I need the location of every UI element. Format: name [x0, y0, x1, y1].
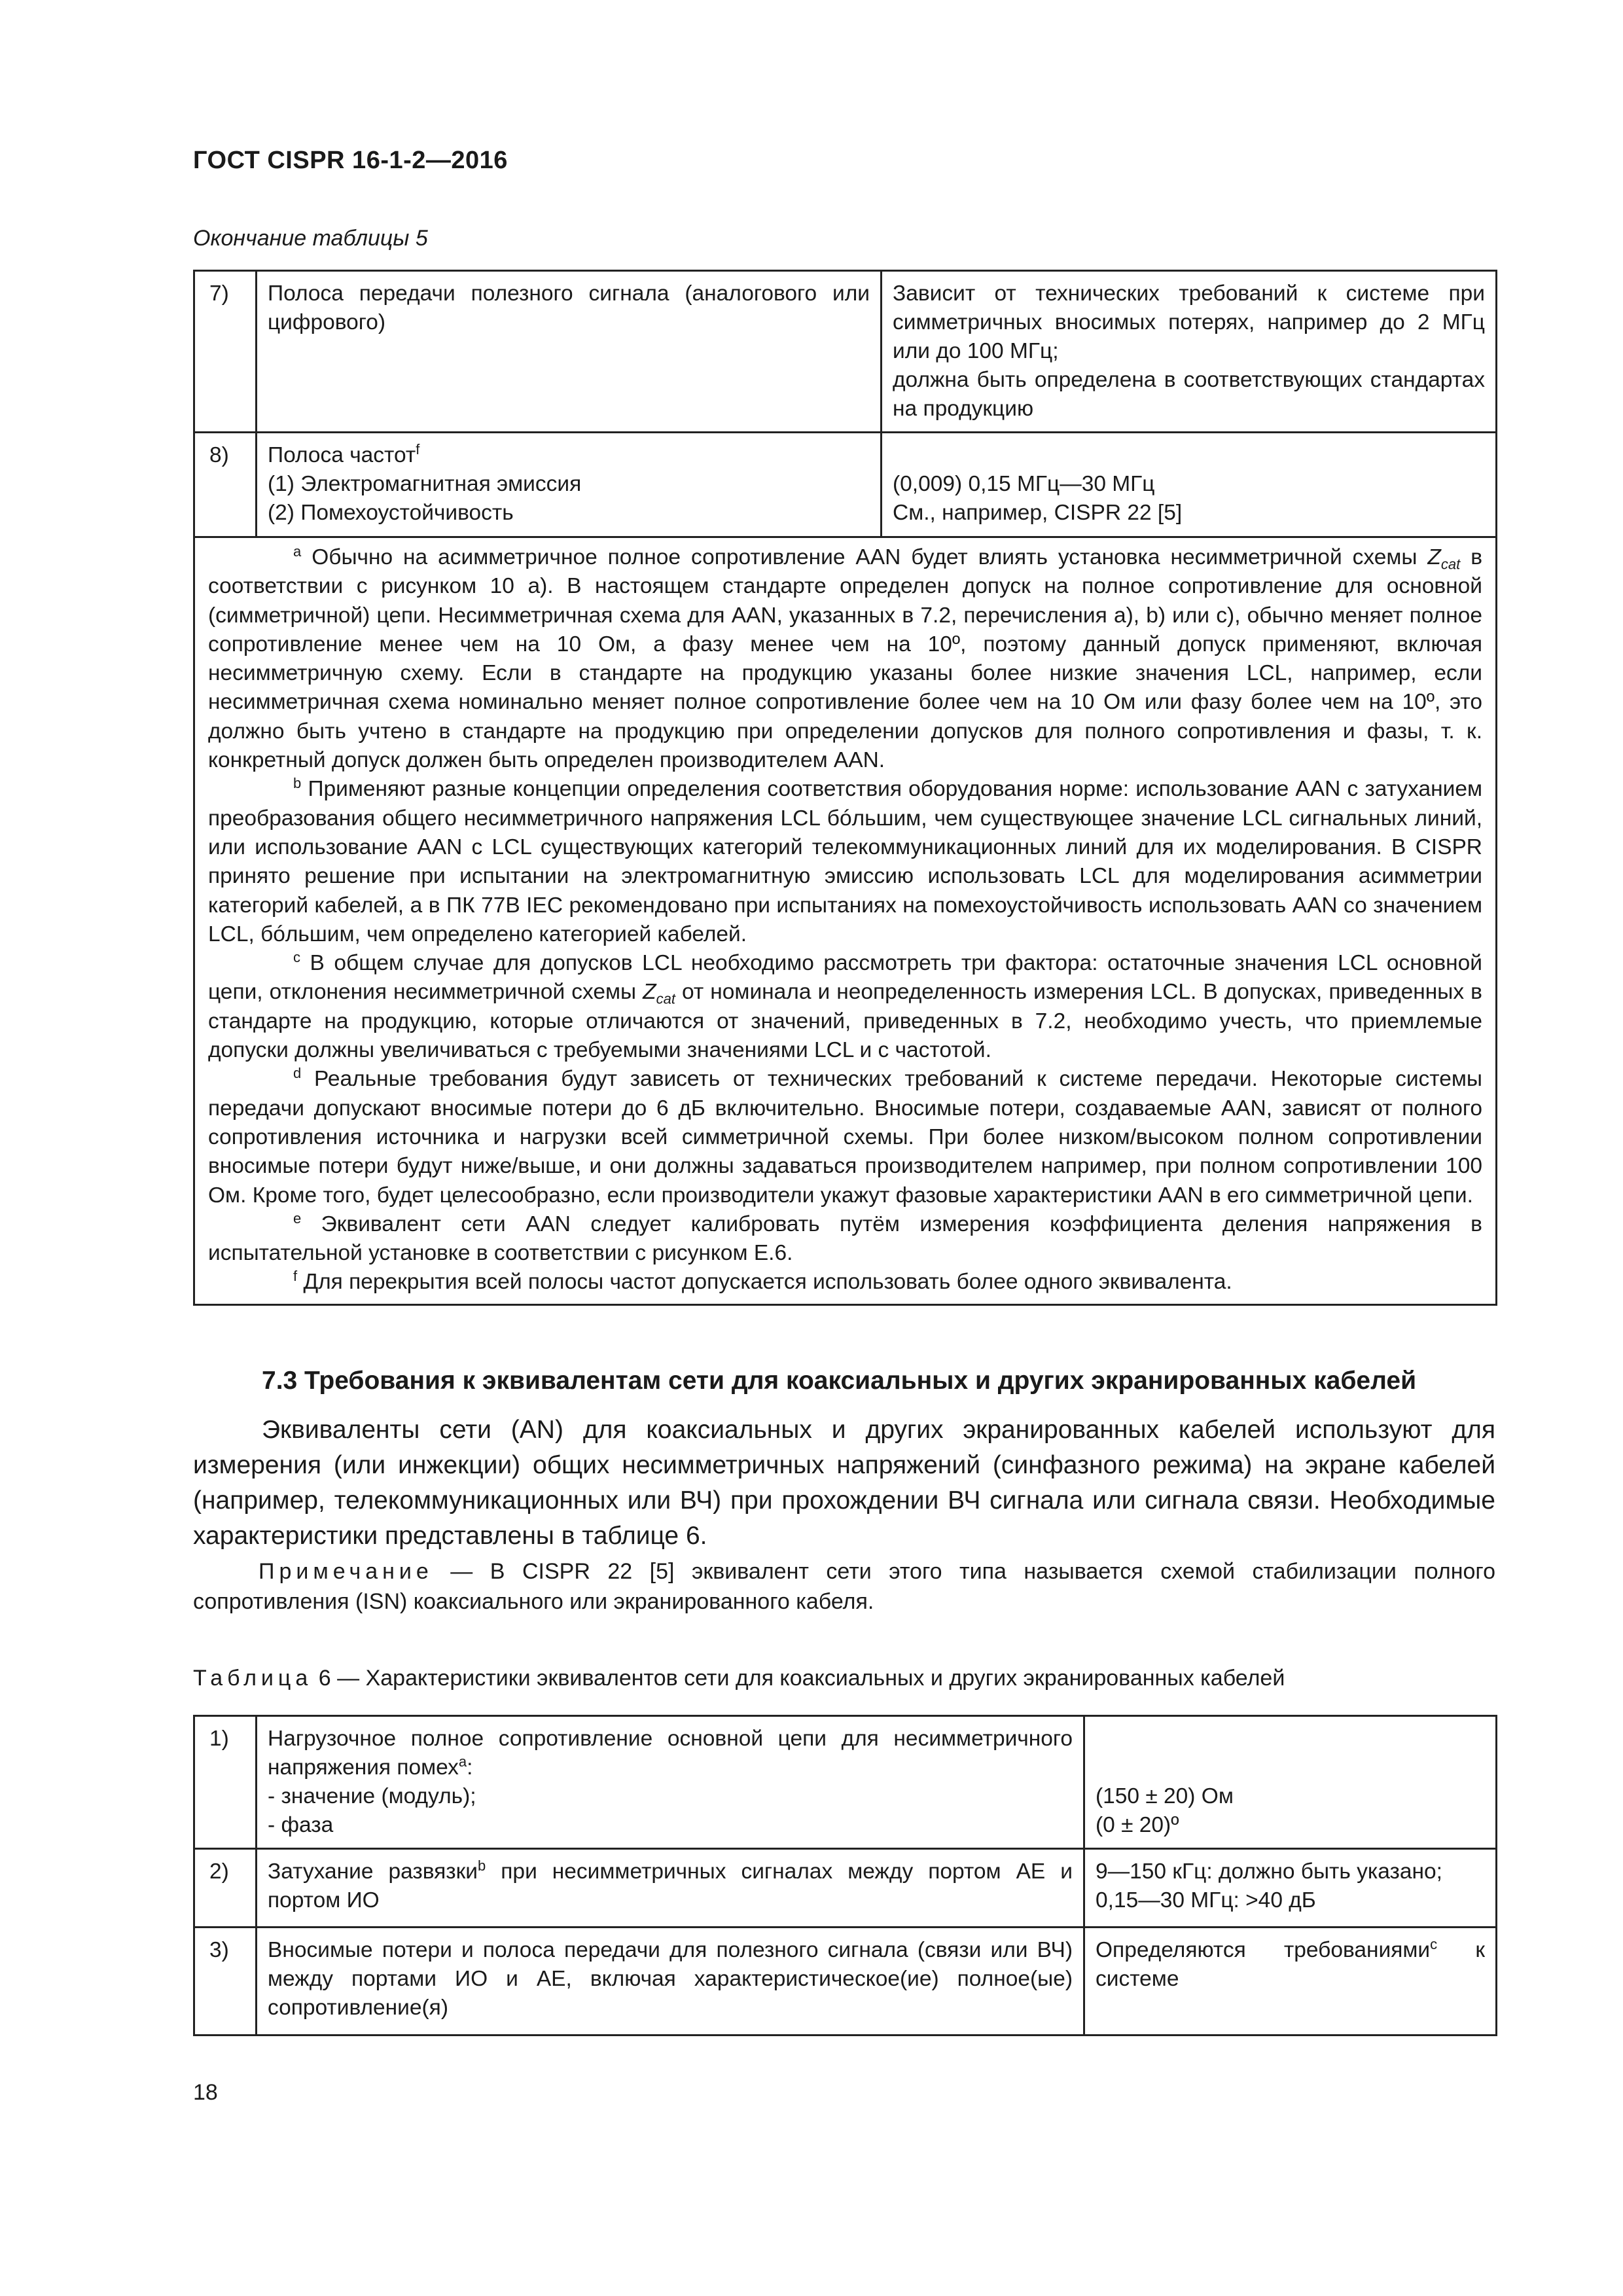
- footnote-text: в соответствии с рисунком 10 а). В настоящем стандарте определен допуск на полное сопротивление для основной (симметричной) цепи. Несимметричная схема для AAN, указанных в 7.2, перечисления а), b) или c), обычно меняет полное сопротивление менее чем на 10 Ом, а фазу менее чем на 10º, поэтому данный допуск применяют, включая несимметричную схему. Если в стандарте на продукцию указаны более низкие значения LCL, например, если несимметричная схема номинально меняет полное сопротивление более чем на 10 Ом или фазу более чем на 10º, это должно быть учтено в стандарте на продукцию при определении допусков для полного сопротивления и фазы, т. к. конкретный допуск должен быть определен производителем AAN.: [208, 545, 1482, 773]
- footnote-mark: c: [293, 949, 300, 965]
- value-line: См., например, CISPR 22 [5]: [893, 501, 1183, 525]
- parameter-text: Затухание развязки: [268, 1859, 478, 1884]
- value-cell: [1084, 1928, 1497, 2036]
- table-6: [193, 1715, 1497, 2036]
- table-5: [193, 270, 1497, 1306]
- value-text: Определяются требованиями: [1096, 1938, 1431, 1962]
- footnotes-cell: [194, 537, 1497, 1305]
- page-number: 18: [193, 2080, 218, 2105]
- zcat-symbol: [643, 980, 675, 1008]
- parameter-text: при несимметричных сигналах между портом АЕ и портом ИО: [268, 1859, 1073, 1912]
- value-line: Зависит от технических требований к системе при симметричных вносимых потерях, например до 2 МГц или до 100 МГц;: [893, 281, 1485, 363]
- parameter-colon: :: [467, 1755, 473, 1780]
- note-text: — В CISPR 22 [5] эквивалент сети этого типа называется схемой стабилизации полного сопротивления (ISN) коаксиального или экранированного кабеля.: [193, 1559, 1495, 1614]
- parameter-title-text: Полоса частот: [268, 443, 416, 467]
- footnote-c: [208, 949, 1482, 1065]
- parameter-title: [268, 1725, 1073, 1782]
- value-line: (150 ± 20) Ом: [1096, 1784, 1234, 1808]
- value-cell: [1084, 1849, 1497, 1928]
- footnotes-row: [194, 537, 1497, 1305]
- parameter-title: [268, 441, 870, 470]
- zcat-subscript: cat: [656, 991, 675, 1008]
- footnote-d: [208, 1065, 1482, 1210]
- row-number: 1): [194, 1716, 257, 1849]
- parameter-line: (2) Помехоустойчивость: [268, 501, 514, 525]
- parameter-line: (1) Электромагнитная эмиссия: [268, 472, 582, 496]
- value-spacer: [1096, 1725, 1485, 1753]
- row-number: 7): [194, 271, 257, 433]
- parameter-cell: [257, 433, 882, 537]
- table-row: [194, 1716, 1497, 1849]
- value-line: должна быть определена в соответствующих стандартах на продукцию: [893, 368, 1485, 421]
- footnote-mark: b: [478, 1857, 486, 1874]
- zcat-symbol: [1427, 545, 1461, 573]
- footnote-b: [208, 775, 1482, 949]
- footnote-mark: d: [293, 1065, 302, 1082]
- parameter-line: - значение (модуль);: [268, 1784, 476, 1808]
- value-cell: [882, 433, 1497, 537]
- value-line: 9—150 кГц: должно быть указано;: [1096, 1859, 1442, 1884]
- body-paragraph: [193, 1412, 1495, 1554]
- table-row: [194, 1849, 1497, 1928]
- table-row: [194, 1928, 1497, 2036]
- value-cell: [1084, 1716, 1497, 1849]
- table-label: Таблица: [193, 1666, 313, 1691]
- zcat-subscript: cat: [1440, 556, 1461, 573]
- footnote-f: [208, 1268, 1482, 1297]
- value-line: (0,009) 0,15 МГц—30 МГц: [893, 472, 1155, 496]
- note-label: Примечание: [259, 1559, 433, 1584]
- zcat-letter: Z: [643, 980, 656, 1005]
- footnote-mark: f: [416, 440, 420, 457]
- footnote-text: Эквивалент сети AAN следует калибровать путём измерения коэффициента деления напряжения в испытательной установке в соответствии с рисунком Е.6.: [208, 1211, 1482, 1266]
- parameter-cell: Полоса передачи полезного сигнала (аналогового или цифрового): [257, 271, 882, 433]
- parameter-line: - фаза: [268, 1813, 334, 1837]
- paragraph-text: Эквиваленты сети (AN) для коаксиальных и других экранированных кабелей используют для измерения (или инжекции) общих несимметричных напряжений (синфазного режима) на экране кабелей (например, телекоммуникационных или ВЧ) при прохождении ВЧ сигнала или сигнала связи. Необходимые характеристики представлены в таблице 6.: [193, 1416, 1495, 1550]
- footnote-text: Обычно на асимметричное полное сопротивление AAN будет влиять установка несимметричной схемы: [312, 545, 1418, 569]
- value-line: (0 ± 20)º: [1096, 1813, 1179, 1837]
- table6-caption: [193, 1666, 1285, 1691]
- footnote-text: В общем случае для допусков LCL необходимо рассмотреть три фактора: остаточные значения LCL основной цепи, отклонения несимметричной схемы: [208, 951, 1482, 1005]
- footnote-mark: c: [1430, 1935, 1438, 1952]
- table-row: [194, 433, 1497, 537]
- table-row: [194, 271, 1497, 433]
- parameter-text: Нагрузочное полное сопротивление основной цепи для несимметричного напряжения помех: [268, 1727, 1073, 1780]
- footnote-mark: f: [293, 1268, 298, 1285]
- row-number: 2): [194, 1849, 257, 1928]
- value-text: к системе: [1096, 1938, 1486, 1991]
- value-line: 0,15—30 МГц: >40 дБ: [1096, 1888, 1316, 1912]
- parameter-cell: [257, 1849, 1084, 1928]
- value-cell: [882, 271, 1497, 433]
- value-spacer: [893, 441, 1485, 470]
- section-heading: 7.3 Требования к эквивалентам сети для коаксиальных и других экранированных кабелей: [262, 1367, 1417, 1395]
- table-caption-text: 6 — Характеристики эквивалентов сети для коаксиальных и других экранированных кабелей: [318, 1666, 1285, 1691]
- note: [193, 1556, 1495, 1617]
- footnote-mark: e: [293, 1210, 302, 1227]
- footnote-e: [208, 1210, 1482, 1268]
- footnote-mark: a: [458, 1753, 467, 1770]
- document-header: ГОСТ CISPR 16-1-2—2016: [193, 147, 508, 174]
- footnote-text: Реальные требования будут зависеть от технических требований к системе передачи. Некоторые системы передачи допускают вносимые потери до 6 дБ включительно. Вносимые потери, создаваемые AAN, зависят от полного сопротивления источника и нагрузки всей симметричной схемы. При более низком/высоком полном сопротивлении вносимые потери будут ниже/выше, и они должны задаваться производителем например, при полном сопротивлении 100 Ом. Кроме того, будет целесообразно, если производители укажут фазовые характеристики AAN в его симметричной цепи.: [208, 1067, 1482, 1208]
- footnote-mark: b: [293, 775, 302, 792]
- footnote-mark: a: [293, 543, 302, 560]
- footnote-text: от номинала и неопределенность измерения LCL. В допусках, приведенных в стандарте на продукцию, которые отличаются от значений, приведенных в 7.2, необходимо учесть, что приемлемые допуски должны увеличиваться с требуемыми значениями LCL и с частотой.: [208, 980, 1482, 1063]
- footnote-text: Применяют разные концепции определения соответствия оборудования норме: использование AAN с затуханием преобразования общего несимметричного напряжения LCL бóльшим, чем существующее значение LCL сигнальных линий, или использование AAN с LCL существующих категорий телекоммуникационных линий для их моделирования. В CISPR принято решение при испытании на электромагнитную эмиссию использовать LCL для моделирования асимметрии категорий кабелей, а в ПК 77B IEC рекомендовано при испытаниях на помехоустойчивость использовать AAN со значением LCL, бóльшим, чем определено категорией кабелей.: [208, 777, 1482, 946]
- parameter-cell: Вносимые потери и полоса передачи для полезного сигнала (связи или ВЧ) между портами ИО и АЕ, включая характеристическое(ие) полное(ые) сопротивление(я): [257, 1928, 1084, 2036]
- table5-continuation-caption: Окончание таблицы 5: [193, 226, 428, 251]
- footnote-a: [208, 543, 1482, 775]
- row-number: 8): [194, 433, 257, 537]
- row-number: 3): [194, 1928, 257, 2036]
- zcat-letter: Z: [1427, 545, 1441, 569]
- footnote-text: Для перекрытия всей полосы частот допускается использовать более одного эквивалента.: [303, 1270, 1232, 1295]
- parameter-cell: [257, 1716, 1084, 1849]
- value-spacer: [1096, 1753, 1485, 1782]
